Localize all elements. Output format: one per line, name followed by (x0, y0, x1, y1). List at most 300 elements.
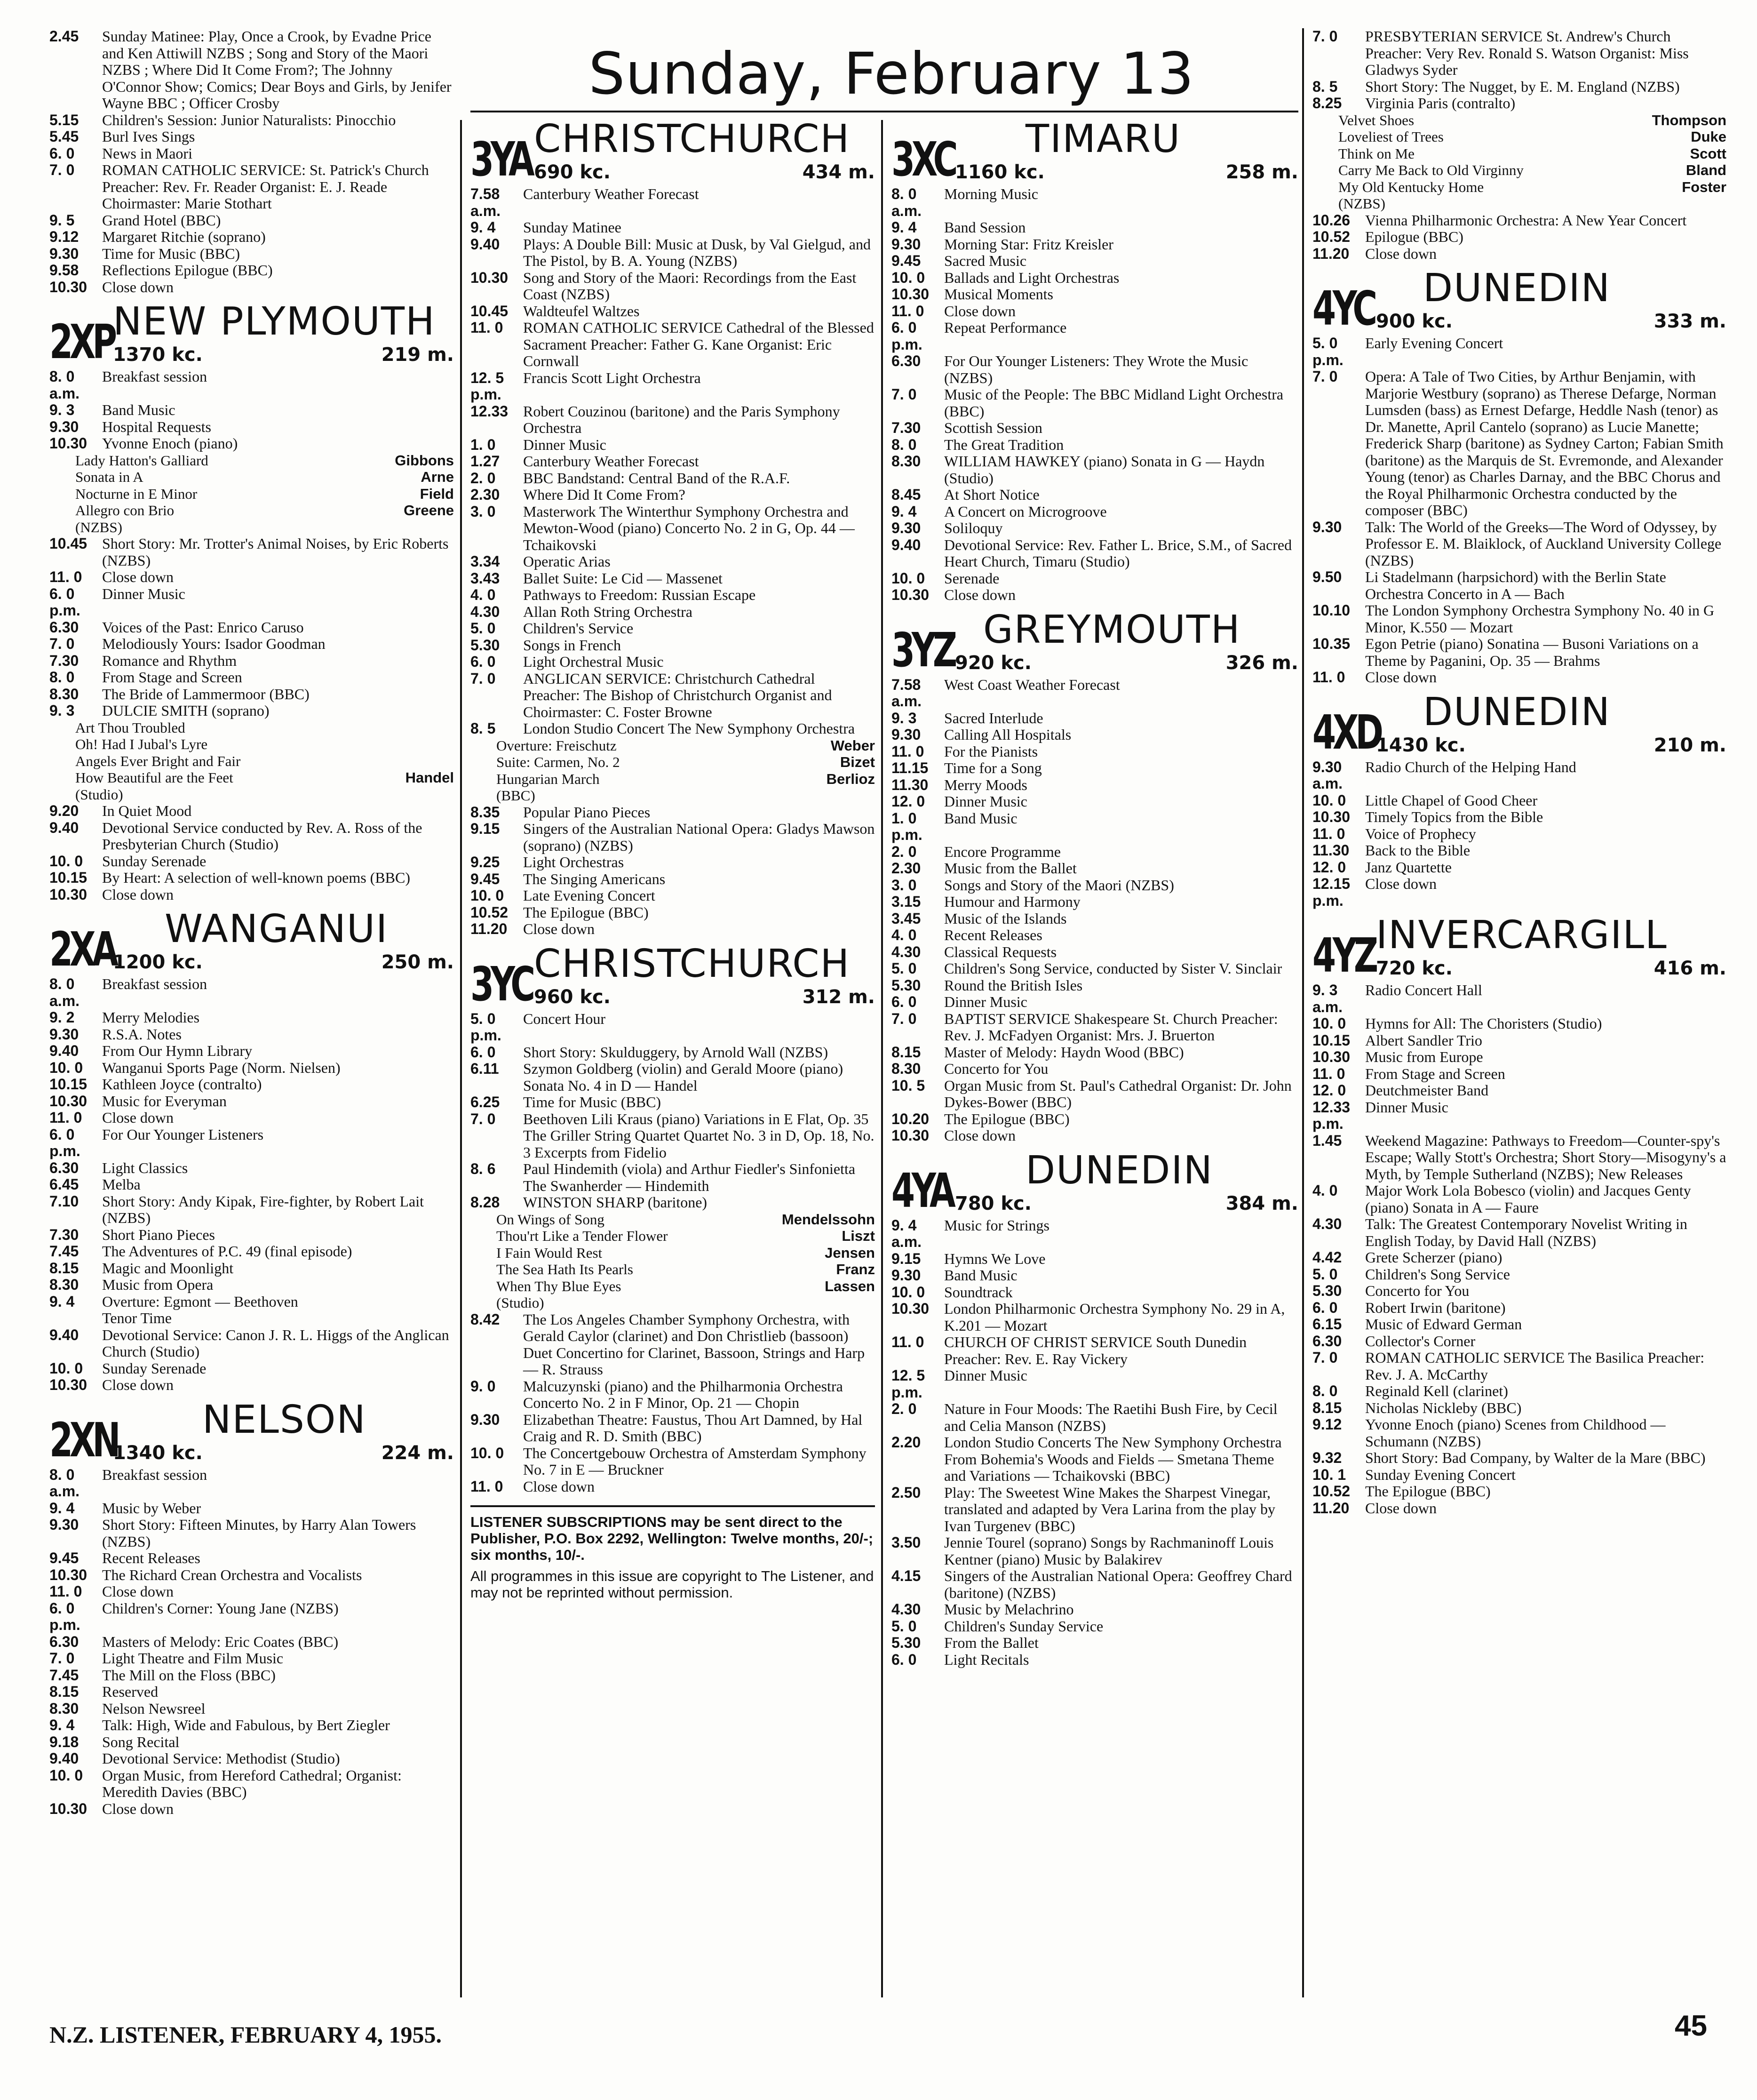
work-composer: Thompson (1652, 112, 1726, 128)
program-item (891, 1061, 1298, 1078)
program-time: 11. 0 (470, 1477, 503, 1495)
program-item (49, 820, 454, 853)
work-composer: Scott (1690, 145, 1726, 162)
program-title: Dinner Music (944, 1367, 1027, 1384)
program-time: 7. 0 (470, 1110, 496, 1127)
program-title: Music by Weber (102, 1499, 201, 1517)
program-title: Devotional Service: Canon J. R. L. Higgs of the Anglican Church (Studio) (102, 1326, 449, 1360)
station-3xc-header (891, 117, 1298, 187)
program-title: Sunday Matinee (523, 219, 621, 236)
program-item (470, 921, 875, 938)
program-title: Close down (102, 1109, 174, 1126)
program-title: Robert Irwin (baritone) (1365, 1299, 1506, 1316)
program-time: 9.15 (470, 820, 500, 837)
program-title: Soundtrack (944, 1283, 1013, 1301)
station-wavelength: 312 m. (802, 986, 875, 1008)
program-title: Sunday Serenade (102, 1359, 207, 1377)
program-title: Short Story: Bad Company, by Walter de la Mare (BBC) (1365, 1449, 1706, 1466)
program-time: 11. 0 (49, 568, 82, 585)
program-time: 7. 0 (49, 161, 75, 178)
program-title: Calling All Hospitals (944, 726, 1072, 743)
program-item (1312, 212, 1726, 229)
page-number: 45 (1675, 2010, 1707, 2042)
program-time: 8.15 (49, 1683, 79, 1700)
program-time: 9. 4 (891, 219, 917, 236)
program-item (891, 1635, 1298, 1652)
program-title: Ballads and Light Orchestras (944, 269, 1120, 286)
program-time: 10. 0 (49, 852, 83, 870)
work-composer: Field (420, 485, 454, 502)
station-2xa-header (49, 907, 454, 977)
program-time: 10.15 (49, 1076, 87, 1093)
program-time: 10.30 (49, 1566, 87, 1583)
program-time: 9.30 (49, 1025, 79, 1043)
program-time: 8. 0 (49, 669, 75, 686)
program-time: 10.45 (470, 302, 509, 319)
program-time: 7. 0 (891, 386, 917, 403)
work-line (49, 519, 454, 536)
program-time: 9.50 (1312, 568, 1342, 585)
program-time: 10.15 (49, 869, 87, 886)
program-title: Epilogue (BBC) (1365, 228, 1463, 245)
column-divider (881, 120, 883, 1997)
program-time: 9. 2 (49, 1009, 75, 1026)
program-item (49, 886, 454, 903)
program-title: Classical Requests (944, 943, 1057, 960)
program-title: WILLIAM HAWKEY (piano) Sonata in G — Haydn (Studio) (944, 453, 1265, 487)
program-item (891, 777, 1298, 794)
program-item (891, 1011, 1298, 1044)
program-item (470, 553, 875, 570)
program-title: News in Maori (102, 144, 192, 162)
program-title: Deutchmeister Band (1365, 1082, 1489, 1099)
program-item (891, 1284, 1298, 1301)
program-item (49, 1043, 454, 1060)
work-title: Overture: Freischutz (496, 737, 617, 754)
program-item (49, 1750, 454, 1767)
program-item (891, 1618, 1298, 1635)
station-city: INVERCARGILL (1376, 913, 1668, 958)
program-item (470, 1044, 875, 1061)
work-line (49, 753, 454, 770)
program-item (49, 1160, 454, 1177)
program-item (1312, 1099, 1726, 1133)
program-title: Reginald Kell (clarinet) (1365, 1382, 1508, 1399)
program-time: 10. 5 (891, 1077, 925, 1094)
page-footer: N.Z. LISTENER, FEBRUARY 4, 1955. (49, 2021, 442, 2048)
program-time: 6.30 (1312, 1332, 1342, 1349)
program-title: For the Pianists (944, 743, 1038, 760)
station-wavelength: 210 m. (1654, 734, 1726, 756)
program-title: R.S.A. Notes (102, 1025, 182, 1043)
program-time: 9.40 (49, 819, 79, 836)
program-title: Allan Roth String Orchestra (523, 603, 692, 620)
program-title: Morning Star: Fritz Kreisler (944, 235, 1113, 253)
program-item (1312, 95, 1726, 112)
program-time: 8. 5 (1312, 78, 1338, 95)
program-item (49, 636, 454, 653)
program-time: 10.30 (1312, 1048, 1351, 1065)
program-title: Close down (944, 302, 1016, 319)
program-title: Band Session (944, 219, 1026, 236)
program-time: 10.45 (49, 535, 87, 552)
program-title: Merry Melodies (102, 1009, 200, 1026)
program-time: 9.58 (49, 262, 79, 279)
program-time: 12.33 p.m. (1312, 1098, 1351, 1132)
work-composer: Handel (405, 769, 454, 786)
program-item (891, 1301, 1298, 1334)
station-3ya-header (470, 117, 875, 187)
program-item (1312, 368, 1726, 519)
program-title: Close down (1365, 245, 1437, 262)
program-time: 10. 0 (891, 569, 925, 587)
program-item (470, 1445, 875, 1478)
program-time: 10. 0 (49, 1766, 83, 1784)
program-item (49, 1060, 454, 1077)
program-title: Humour and Harmony (944, 893, 1081, 910)
program-title: Paul Hindemith (viola) and Arthur Fiedler's Sinfonietta The Swanherder — Hindemith (523, 1160, 856, 1194)
column-2 (470, 113, 875, 1601)
program-time: 10. 0 (49, 1359, 83, 1377)
program-time: 1.27 (470, 453, 500, 470)
program-time: 2.30 (891, 860, 921, 877)
station-frequency: 720 kc. (1376, 958, 1453, 979)
work-title: Thou'rt Like a Tender Flower (496, 1228, 668, 1244)
program-title: Close down (102, 1800, 174, 1817)
program-item (891, 520, 1298, 537)
program-time: 10.26 (1312, 211, 1351, 229)
program-title: Time for Music (BBC) (523, 1094, 661, 1110)
work-line (470, 1294, 875, 1311)
program-item (49, 1467, 454, 1500)
program-item (891, 587, 1298, 604)
program-title: Masterwork The Winterthur Symphony Orchestra and Mewton-Wood (piano) Concerto No. 2 in G, Op. 44 — Tchaikovski (523, 503, 855, 553)
program-item (891, 453, 1298, 487)
program-title: Early Evening Concert (1365, 335, 1503, 351)
program-title: Light Orchestras (523, 854, 624, 870)
title-rule (470, 111, 1298, 112)
program-time: 11. 0 (1312, 1065, 1345, 1082)
program-time: 10.30 (891, 1127, 930, 1144)
program-title: Music of the Islands (944, 910, 1067, 927)
program-title: London Studio Concerts The New Symphony Orchestra From Bohemia's Woods and Fields — Smetana Theme and Variations — Tchaikovski (BBC) (944, 1434, 1282, 1484)
program-time: 6. 0 (470, 653, 496, 670)
program-item (1312, 229, 1726, 246)
program-item (1312, 1316, 1726, 1333)
program-title: Magic and Moonlight (102, 1259, 234, 1277)
program-item (891, 1111, 1298, 1128)
program-item (470, 1061, 875, 1094)
program-time: 9. 0 (470, 1377, 496, 1395)
program-item (470, 219, 875, 236)
station-frequency: 1340 kc. (113, 1442, 203, 1464)
work-line (470, 787, 875, 804)
work-title: I Fain Would Rest (496, 1244, 603, 1261)
program-title: Concert Hour (523, 1010, 606, 1027)
program-time: 7. 0 (1312, 28, 1338, 45)
program-item (891, 1568, 1298, 1601)
program-time: 10.35 (1312, 635, 1351, 652)
station-city: DUNEDIN (1423, 689, 1611, 735)
program-item (891, 1217, 1298, 1251)
program-item (891, 743, 1298, 760)
program-title: Nelson Newsreel (102, 1700, 206, 1717)
program-time: 8. 0 a.m. (891, 185, 922, 219)
program-item (49, 1701, 454, 1717)
program-time: 10.30 (891, 286, 930, 303)
program-time: 10.52 (470, 903, 509, 921)
program-time: 7. 0 (49, 1650, 75, 1667)
program-title: Music from Opera (102, 1276, 214, 1293)
program-time: 11. 0 (49, 1583, 82, 1600)
program-item (49, 419, 454, 436)
program-time: 9.30 (470, 1411, 500, 1428)
program-time: 9.30 (891, 726, 921, 743)
program-title: Grete Scherzer (piano) (1365, 1249, 1503, 1266)
program-time: 6. 0 p.m. (49, 1599, 80, 1633)
program-time: 1. 0 p.m. (891, 809, 922, 843)
work-line (49, 719, 454, 736)
work-line (470, 1228, 875, 1245)
program-time (49, 1310, 102, 1327)
program-time: 8.25 (1312, 95, 1342, 112)
work-title: (Studio) (75, 786, 123, 803)
program-time: 11.30 (891, 776, 929, 793)
station-wavelength: 250 m. (381, 951, 454, 973)
station-callsign: 4YC (1312, 281, 1374, 336)
program-time: 9.30 (891, 519, 921, 536)
program-item (49, 1277, 454, 1294)
program-time: 8. 0 (891, 436, 917, 453)
station-wavelength: 219 m. (381, 344, 454, 366)
program-time: 8.30 (891, 1060, 921, 1077)
program-item (891, 1267, 1298, 1284)
program-item (891, 1367, 1298, 1401)
program-time: 9.45 (470, 870, 500, 887)
program-time: 11. 0 (1312, 825, 1345, 842)
station-frequency: 960 kc. (534, 986, 611, 1008)
program-item (891, 877, 1298, 894)
program-time: 10.30 (891, 586, 930, 603)
program-item (891, 710, 1298, 727)
program-time: 9. 3 a.m. (1312, 982, 1343, 1015)
program-title: Close down (944, 586, 1016, 603)
work-title: Suite: Carmen, No. 2 (496, 754, 620, 770)
work-line (49, 486, 454, 503)
program-item (470, 1161, 875, 1194)
program-time: 2.30 (470, 486, 500, 503)
program-item (1312, 669, 1726, 686)
work-line (470, 754, 875, 771)
program-item (891, 1434, 1298, 1485)
work-composer: Arne (421, 469, 454, 485)
program-title: Talk: The World of the Greeks—The Word of Odyssey, by Professor E. M. Blaiklock, of Auckland University College (NZBS) (1365, 518, 1722, 569)
program-item (49, 212, 454, 229)
program-time: 10.10 (1312, 602, 1351, 619)
program-title: Voice of Prophecy (1365, 825, 1476, 842)
program-title: Close down (1365, 1499, 1437, 1517)
program-title: Robert Couzinou (baritone) and the Paris Symphony Orchestra (523, 402, 840, 436)
program-time: 8.45 (891, 486, 921, 503)
continued-4ya-listings (1312, 28, 1726, 262)
program-time: 9. 4 a.m. (891, 1216, 922, 1250)
work-line (1312, 162, 1726, 179)
program-item (1312, 876, 1726, 909)
program-time: 8.28 (470, 1194, 500, 1211)
work-line (49, 736, 454, 753)
work-composer: Weber (830, 737, 875, 754)
program-time: 9.12 (1312, 1416, 1342, 1433)
work-composer: Franz (836, 1261, 875, 1278)
program-item (891, 487, 1298, 503)
program-time: 10. 0 (470, 1444, 504, 1461)
program-title: Beethoven Lili Kraus (piano) Variations in E Flat, Op. 35 The Griller String Quartet Quartet No. 3 in D, Op. 18, No. 3 Excerpts from Fidelio (523, 1110, 875, 1161)
program-title: Concerto for You (1365, 1282, 1470, 1299)
station-callsign: 4YA (891, 1163, 953, 1218)
program-title: The Richard Crean Orchestra and Vocalists (102, 1566, 362, 1583)
program-item (1312, 1416, 1726, 1450)
program-time: 12.33 (470, 402, 509, 420)
program-title: The London Symphony Orchestra Symphony No. 40 in G Minor, K.550 — Mozart (1365, 602, 1715, 636)
program-title: Li Stadelmann (harpsichord) with the Berlin State Orchestra Concerto in A — Bach (1365, 568, 1666, 602)
program-time: 11. 0 (470, 319, 503, 336)
program-time: 7.45 (49, 1243, 79, 1260)
program-title: Late Evening Concert (523, 887, 655, 904)
program-item (1312, 1015, 1726, 1032)
program-title: Close down (944, 1127, 1016, 1144)
program-title: Breakfast session (102, 1466, 207, 1483)
program-item (49, 853, 454, 870)
program-title: For Our Younger Listeners (102, 1126, 264, 1143)
page-title: Sunday, February 13 (588, 40, 1194, 107)
program-title: Time for a Song (944, 759, 1042, 776)
program-item (49, 1076, 454, 1093)
program-title: From Stage and Screen (1365, 1065, 1505, 1082)
program-item (1312, 1133, 1726, 1183)
station-3xc-listings (891, 186, 1298, 604)
station-callsign: 2XN (49, 1412, 118, 1468)
program-item (891, 319, 1298, 353)
work-title: (BBC) (496, 787, 535, 804)
work-line (49, 786, 454, 803)
program-item (891, 219, 1298, 236)
program-time: 4. 0 (470, 586, 496, 603)
program-time: 6.30 (49, 1633, 79, 1650)
program-time: 8.15 (49, 1259, 79, 1277)
program-item (891, 570, 1298, 587)
program-item (1312, 982, 1726, 1015)
program-title: Short Story: Skulduggery, by Arnold Wall (NZBS) (523, 1043, 828, 1061)
program-time: 7. 0 (1312, 368, 1338, 385)
work-title: (NZBS) (75, 519, 122, 535)
program-item (891, 1601, 1298, 1618)
program-time: 4. 0 (1312, 1182, 1338, 1199)
program-title: Children's Session: Junior Naturalists: Pinocchio (102, 111, 396, 128)
work-line (470, 1261, 875, 1278)
program-time: 5. 0 (1312, 1265, 1338, 1283)
program-title: Devotional Service: Methodist (Studio) (102, 1750, 340, 1767)
program-time: 7. 0 (470, 670, 496, 687)
program-item (470, 470, 875, 487)
station-frequency: 900 kc. (1376, 311, 1453, 332)
program-item (891, 253, 1298, 270)
program-item (1312, 1066, 1726, 1083)
work-title: Nocturne in E Minor (75, 485, 198, 502)
program-item (891, 1401, 1298, 1434)
program-item (470, 1412, 875, 1445)
station-callsign: 4XD (1312, 704, 1380, 760)
program-time: 4.30 (891, 1601, 921, 1618)
station-city: DUNEDIN (1026, 1148, 1213, 1193)
program-item (1312, 809, 1726, 826)
program-time: 4.30 (891, 943, 921, 960)
program-time: 7. 0 (891, 1010, 917, 1027)
program-title: Radio Church of the Helping Hand (1365, 758, 1576, 775)
program-time: 9. 4 (49, 1499, 75, 1517)
work-title: Oh! Had I Jubal's Lyre (75, 736, 208, 752)
program-item (470, 503, 875, 554)
program-time: 6. 0 (470, 1043, 496, 1061)
station-city: GREYMOUTH (983, 607, 1241, 652)
program-item (49, 1327, 454, 1360)
program-item (1312, 79, 1726, 96)
program-title: Voices of the Past: Enrico Caruso (102, 618, 304, 636)
work-composer: Mendelssohn (781, 1211, 875, 1228)
program-title: Organ Music, from Hereford Cathedral; Organist: Meredith Davies (BBC) (102, 1766, 402, 1800)
program-time: 3.34 (470, 553, 500, 570)
program-time: 10.52 (1312, 228, 1351, 245)
program-item (470, 604, 875, 621)
program-time: 6.30 (49, 1159, 79, 1176)
program-time: 9. 5 (49, 211, 75, 229)
program-title: Hymns We Love (944, 1250, 1046, 1267)
program-time: 9.45 (49, 1549, 79, 1566)
program-item (1312, 569, 1726, 602)
work-line (1312, 112, 1726, 129)
work-line (49, 502, 454, 519)
program-title: Hymns for All: The Choristers (Studio) (1365, 1015, 1602, 1032)
program-title: Scottish Session (944, 419, 1042, 436)
program-time: 8.30 (49, 1700, 79, 1717)
program-time: 3.45 (891, 910, 921, 927)
program-time: 2. 0 (470, 469, 496, 487)
program-time: 9.30 (49, 245, 79, 262)
program-title: Music from the Ballet (944, 860, 1077, 877)
program-time: 8.35 (470, 803, 500, 821)
program-item (1312, 1483, 1726, 1500)
program-item (1312, 28, 1726, 79)
program-title: Close down (102, 1583, 174, 1600)
station-4yc-listings (1312, 335, 1726, 686)
program-item (49, 686, 454, 703)
program-time: 5.30 (891, 1634, 921, 1651)
program-item (1312, 1216, 1726, 1249)
program-time: 6.15 (1312, 1316, 1342, 1333)
program-time: 7.45 (49, 1666, 79, 1684)
program-time: 8.42 (470, 1310, 500, 1328)
station-wavelength: 333 m. (1654, 311, 1726, 332)
station-frequency: 1370 kc. (113, 344, 203, 366)
program-item (470, 1194, 875, 1211)
program-item (1312, 1349, 1726, 1383)
program-item (891, 386, 1298, 420)
program-time: 8.15 (1312, 1399, 1342, 1416)
program-title: Dinner Music (944, 793, 1027, 810)
program-title: Soliloquy (944, 519, 1003, 536)
program-title: Grand Hotel (BBC) (102, 211, 221, 229)
program-time: 10. 0 (1312, 791, 1346, 809)
program-title: The Great Tradition (944, 436, 1064, 453)
